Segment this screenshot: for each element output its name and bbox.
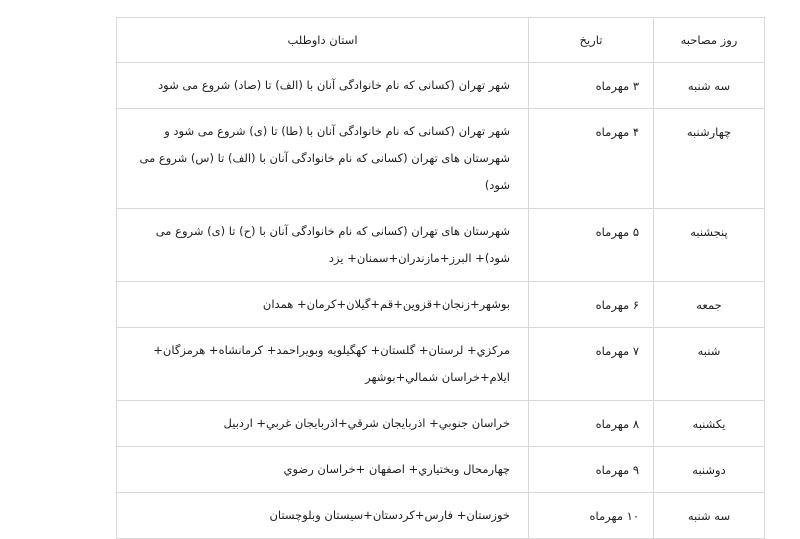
table-row: [117, 447, 765, 493]
table-row: [117, 493, 765, 539]
cell-day: سه شنبه: [654, 493, 765, 539]
cell-province: شهرستان های تهران (کسانی که نام خانوادگی آنان با (ح) تا (ی) شروع می شود)+ البرز+مازندران+سمنان+ یزد: [117, 209, 529, 282]
cell-day: چهارشنبه: [654, 109, 765, 209]
cell-date: ۷ مهرماه: [529, 328, 654, 401]
cell-date: ۶ مهرماه: [529, 282, 654, 328]
cell-province: چهارمحال وبختیاري+ اصفهان +خراسان رضوي: [117, 447, 529, 493]
cell-date: ۸ مهرماه: [529, 401, 654, 447]
cell-province: خوزستان+ فارس+کردستان+سیستان وبلوچستان: [117, 493, 529, 539]
cell-province: بوشهر+زنجان+قزوین+قم+گیلان+کرمان+ همدان: [117, 282, 529, 328]
cell-province: شهر تهران (کسانی که نام خانوادگی آنان با (الف) تا (صاد) شروع می شود: [117, 63, 529, 109]
cell-date: ۳ مهرماه: [529, 63, 654, 109]
table-row: [117, 209, 765, 282]
header-date: تاریخ: [529, 18, 654, 63]
cell-date: ۱۰ مهرماه: [529, 493, 654, 539]
table-header-row: [117, 18, 765, 63]
table-row: [117, 63, 765, 109]
cell-day: سه شنبه: [654, 63, 765, 109]
cell-day: دوشنبه: [654, 447, 765, 493]
cell-day: شنبه: [654, 328, 765, 401]
header-interview-day: روز مصاحبه: [654, 18, 765, 63]
cell-date: ۵ مهرماه: [529, 209, 654, 282]
table-row: [117, 282, 765, 328]
header-province: استان داوطلب: [117, 18, 529, 63]
cell-date: ۹ مهرماه: [529, 447, 654, 493]
table-row: [117, 109, 765, 209]
cell-day: پنجشنبه: [654, 209, 765, 282]
interview-schedule-table: [116, 17, 765, 539]
table-row: [117, 328, 765, 401]
cell-province: خراسان جنوبي+ اذربایجان شرقي+اذربایجان غربي+ اردبیل: [117, 401, 529, 447]
cell-day: یکشنبه: [654, 401, 765, 447]
cell-day: جمعه: [654, 282, 765, 328]
cell-province: شهر تهران (کسانی که نام خانوادگی آنان با (طا) تا (ی) شروع می شود و شهرستان های تهران (کسانی که نام خانوادگی آنان با (الف) تا (س) شروع می شود): [117, 109, 529, 209]
table-row: [117, 401, 765, 447]
cell-date: ۴ مهرماه: [529, 109, 654, 209]
cell-province: مرکزي+ لرستان+ گلستان+ کهگیلویه وبویراحمد+ کرمانشاه+ هرمزگان+ ایلام+خراسان شمالي+بوشهر: [117, 328, 529, 401]
